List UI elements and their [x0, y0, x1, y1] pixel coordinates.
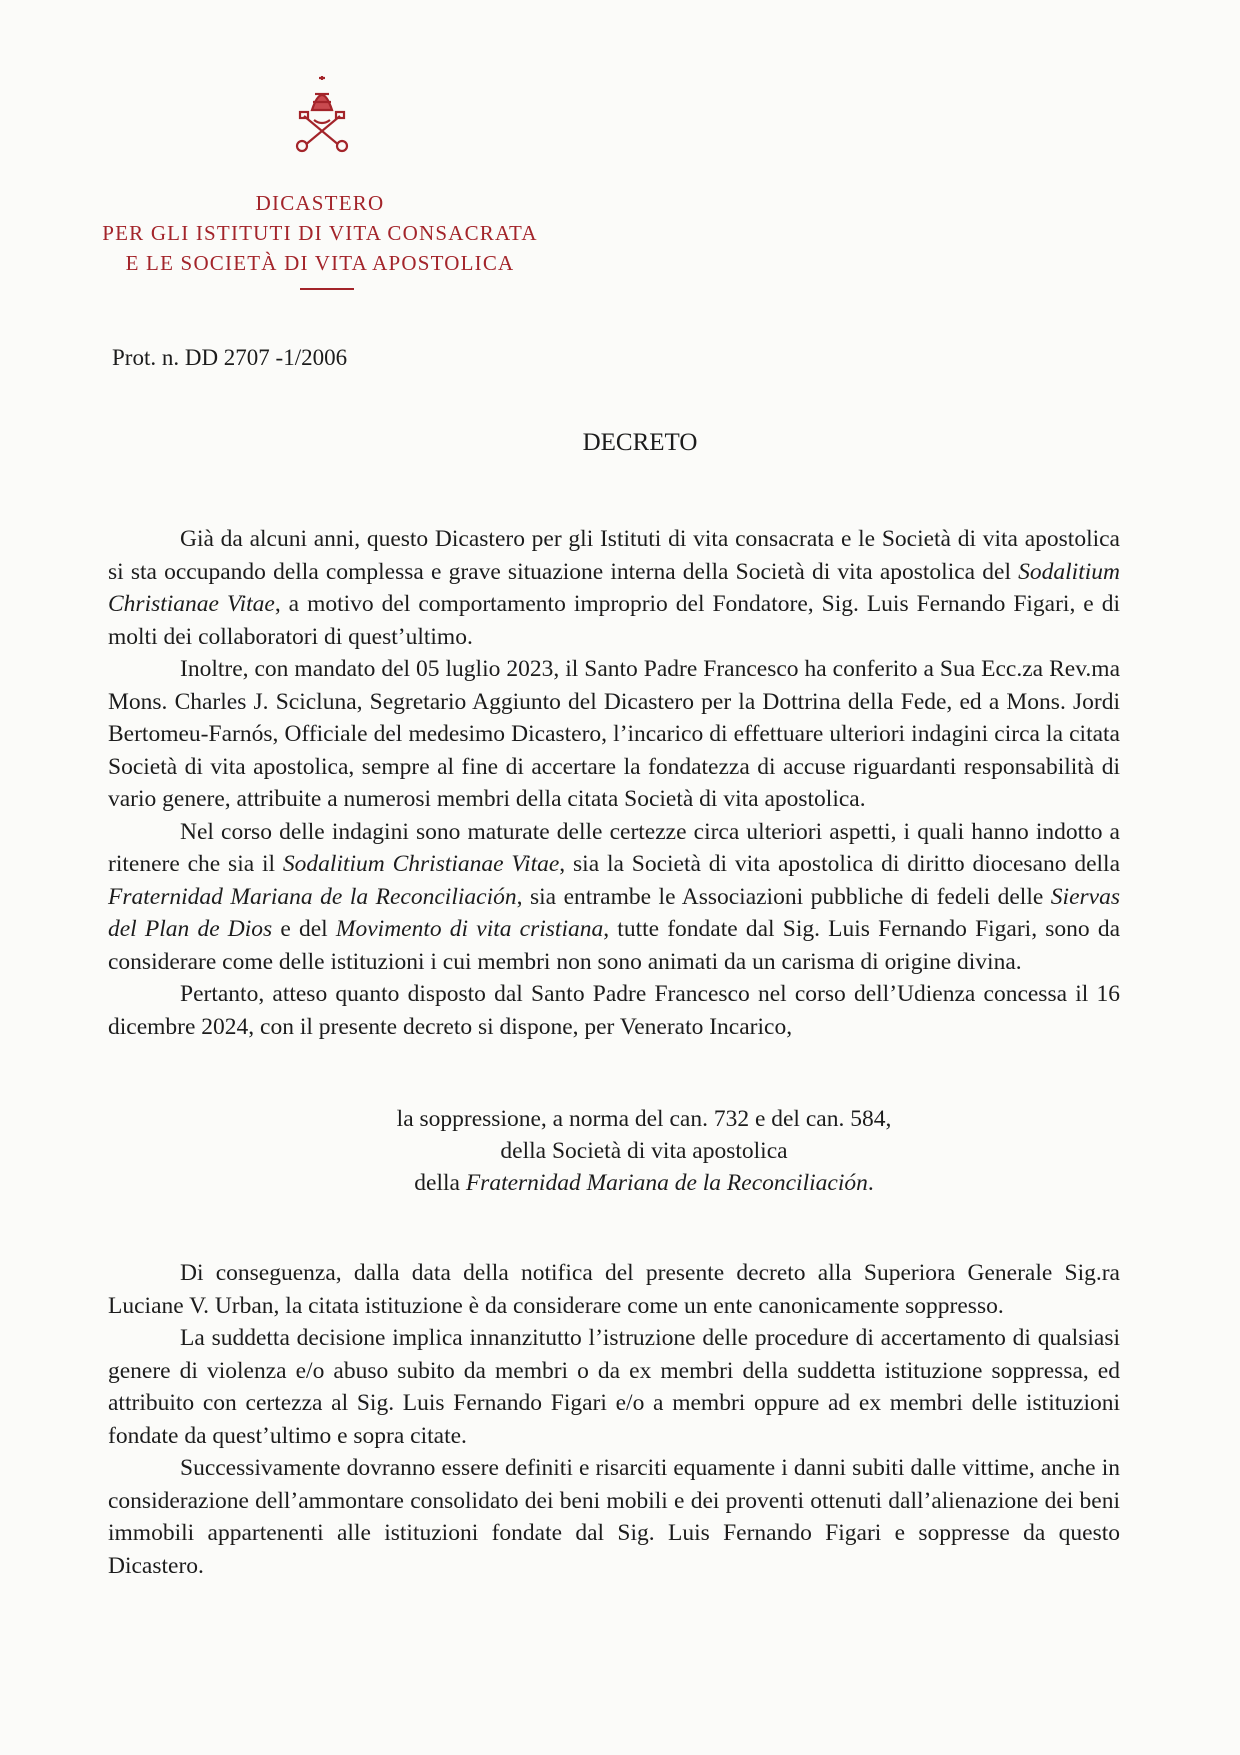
paragraph-6: La suddetta decisione implica innanzitutto l’istruzione delle procedure di accertamento di qualsiasi genere di violenza e/o abuso subito da membri o da ex membri della suddetta istituzione soppressa, ed attribuito con certezza al Sig. Luis Fernando Figari e/o a membri oppure ad ex membri delle istituzioni fondate da quest’ultimo e sopra citate. — [108, 1325, 1120, 1449]
paragraph-7: Successivamente dovranno essere definiti e risarciti equamente i danni subiti dalle vittime, anche in considerazione dell’ammontare consolidato dei beni mobili e dei proventi ottenuti dall’alienazione dei beni immobili appartenenti alle istituzioni fondate dal Sig. Luis Fernando Figari e soppresse da questo Dicastero. — [108, 1455, 1120, 1579]
paragraph-1-italic: Sodalitium Christianae Vitae — [108, 558, 1120, 617]
decision-line-1: la soppressione, a norma del can. 732 e del can. 584, — [396, 1106, 892, 1132]
decision-line-3 — [168, 1167, 1120, 1199]
paragraph-3-text-g: e del — [272, 916, 336, 942]
paragraph-3 — [108, 816, 1120, 979]
letterhead-divider — [300, 288, 354, 290]
paragraph-3-italic-h: Movimento di vita cristiana — [335, 916, 604, 942]
document-title: DECRETO — [582, 429, 698, 456]
letterhead-line-2: PER GLI ISTITUTI DI VITA CONSACRATA — [102, 221, 538, 245]
paragraph-1-text-a: Già da alcuni anni, questo Dicastero per gli Istituti di vita consacrata e le Società di vita apostolica si sta occupando della complessa e grave situazione interna della Società di vita apostolica del — [108, 526, 1120, 585]
paragraph-1-text-c: , a motivo del comportamento improprio del Fondatore, Sig. Luis Fernando Figari, e di molti dei collaboratori di quest’ultimo. — [108, 591, 1121, 650]
paragraph-4: Pertanto, atteso quanto disposto dal Santo Padre Francesco nel corso dell’Udienza concessa il 16 dicembre 2024, con il presente decreto si dispone, per Venerato Incarico, — [108, 981, 1120, 1040]
paragraph-3-italic-f: Siervas del Plan de Dios — [108, 883, 1120, 942]
decision-line-2: della Società di vita apostolica — [500, 1138, 788, 1164]
paragraph-3-italic-d: Fraternidad Mariana de la Reconciliación — [108, 883, 517, 910]
paragraph-5: Di conseguenza, dalla data della notifica del presente decreto alla Superiora Generale Sig.ra Luciane V. Urban, la citata istituzione è da considerare come un ente canonicamente soppresso. — [108, 1260, 1120, 1319]
protocol-number: Prot. n. DD 2707 -1/2006 — [112, 345, 348, 370]
paragraph-3-text-c: , sia la Società di vita apostolica di diritto diocesano della — [559, 851, 1121, 877]
decision-line-3-prefix: della — [414, 1170, 466, 1196]
letterhead-line-1: DICASTERO — [255, 191, 385, 215]
letterhead — [60, 188, 580, 278]
document-body — [108, 523, 1120, 1582]
paragraph-3-italic-b: Sodalitium Christianae Vitae — [282, 851, 560, 877]
letterhead-line-3: E LE SOCIETÀ DI VITA APOSTOLICA — [125, 251, 515, 275]
decision-line-3-italic: Fraternidad Mariana de la Reconciliación — [465, 1170, 868, 1196]
decision-block — [108, 1103, 1120, 1199]
papal-keys-crest-icon — [290, 76, 354, 156]
decision-line-3-suffix: . — [867, 1170, 874, 1196]
paragraph-3-text-a: Nel corso delle indagini sono maturate delle certezze circa ulteriori aspetti, i quali hanno indotto a ritenere che sia il — [108, 818, 1120, 877]
paragraph-3-text-i: , tutte fondate dal Sig. Luis Fernando Figari, sono da considerare come delle istituzioni i cui membri non sono animati da un carisma di origine divina. — [108, 916, 1121, 975]
paragraph-3-text-e: , sia entrambe le Associazioni pubbliche di fedeli delle — [516, 883, 1051, 910]
paragraph-2: Inoltre, con mandato del 05 luglio 2023, il Santo Padre Francesco ha conferito a Sua Ecc.za Rev.ma Mons. Charles J. Scicluna, Segretario Aggiunto del Dicastero per la Dottrina della Fede, ed a Mons. Jordi Bertomeu-Farnós, Officiale del medesimo Dicastero, l’incarico di effettuare ulteriori indagini circa la citata Società di vita apostolica, sempre al fine di accertare la fondatezza di accuse riguardanti responsabilità di vario genere, attribuite a numerosi membri della citata Società di vita apostolica. — [108, 656, 1120, 812]
paragraph-1 — [108, 523, 1120, 653]
